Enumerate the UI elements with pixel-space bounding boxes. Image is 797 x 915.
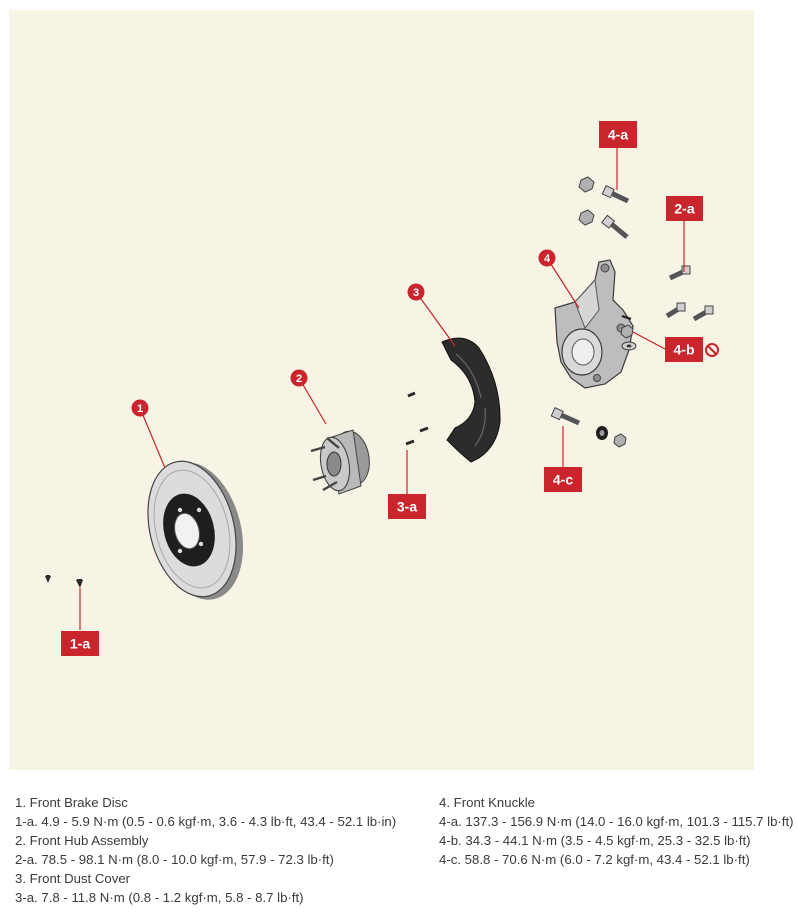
- tag-4c: [544, 467, 582, 492]
- legend-item-torque-3a: 3-a. 7.8 - 11.8 N·m (0.8 - 1.2 kgf·m, 5.8 - 8.7 lb·ft): [15, 890, 304, 906]
- callout-3: [408, 284, 425, 301]
- tag-2a: [666, 196, 703, 221]
- callout-2: [291, 370, 308, 387]
- tag-4a-label: 4-a: [607, 126, 629, 143]
- tag-3a: [388, 494, 426, 519]
- diagram-background: [9, 10, 754, 770]
- tag-4a: [599, 121, 637, 148]
- legend-item-front-dust-cover: 3. Front Dust Cover: [15, 871, 131, 887]
- callout-2-label: 2: [295, 373, 303, 385]
- legend-item-torque-4a: 4-a. 137.3 - 156.9 N·m (14.0 - 16.0 kgf·m, 101.3 - 115.7 lb·ft): [439, 814, 794, 830]
- tag-4b: [665, 337, 703, 362]
- tag-1a: [61, 631, 99, 656]
- tag-4c-label: 4-c: [552, 471, 574, 488]
- callout-4: [539, 250, 556, 267]
- exploded-parts-diagram: [9, 10, 754, 770]
- callout-1: [132, 400, 149, 417]
- callout-4-label: 4: [543, 253, 551, 265]
- callout-1-label: 1: [136, 403, 144, 415]
- tag-3a-label: 3-a: [396, 498, 418, 515]
- legend-right-column: [439, 793, 794, 869]
- tag-2a-label: 2-a: [674, 200, 695, 217]
- legend-left-column: [15, 793, 396, 908]
- callout-3-label: 3: [412, 287, 420, 299]
- legend-item-front-brake-disc: 1. Front Brake Disc: [15, 795, 128, 810]
- legend-item-torque-4b: 4-b. 34.3 - 44.1 N·m (3.5 - 4.5 kgf·m, 25.3 - 32.5 lb·ft): [439, 833, 751, 849]
- legend-item-torque-2a: 2-a. 78.5 - 98.1 N·m (8.0 - 10.0 kgf·m, 57.9 - 72.3 lb·ft): [15, 852, 334, 868]
- legend-item-torque-1a: 1-a. 4.9 - 5.9 N·m (0.5 - 0.6 kgf·m, 3.6 - 4.3 lb·ft, 43.4 - 52.1 lb·in): [15, 814, 397, 830]
- legend-item-torque-4c: 4-c. 58.8 - 70.6 N·m (6.0 - 7.2 kgf·m, 43.4 - 52.1 lb·ft): [439, 852, 750, 868]
- legend-item-front-knuckle: 4. Front Knuckle: [439, 795, 536, 810]
- tag-1a-label: 1-a: [69, 635, 91, 652]
- legend-item-front-hub-assembly: 2. Front Hub Assembly: [15, 833, 149, 849]
- tag-4b-label: 4-b: [673, 341, 695, 358]
